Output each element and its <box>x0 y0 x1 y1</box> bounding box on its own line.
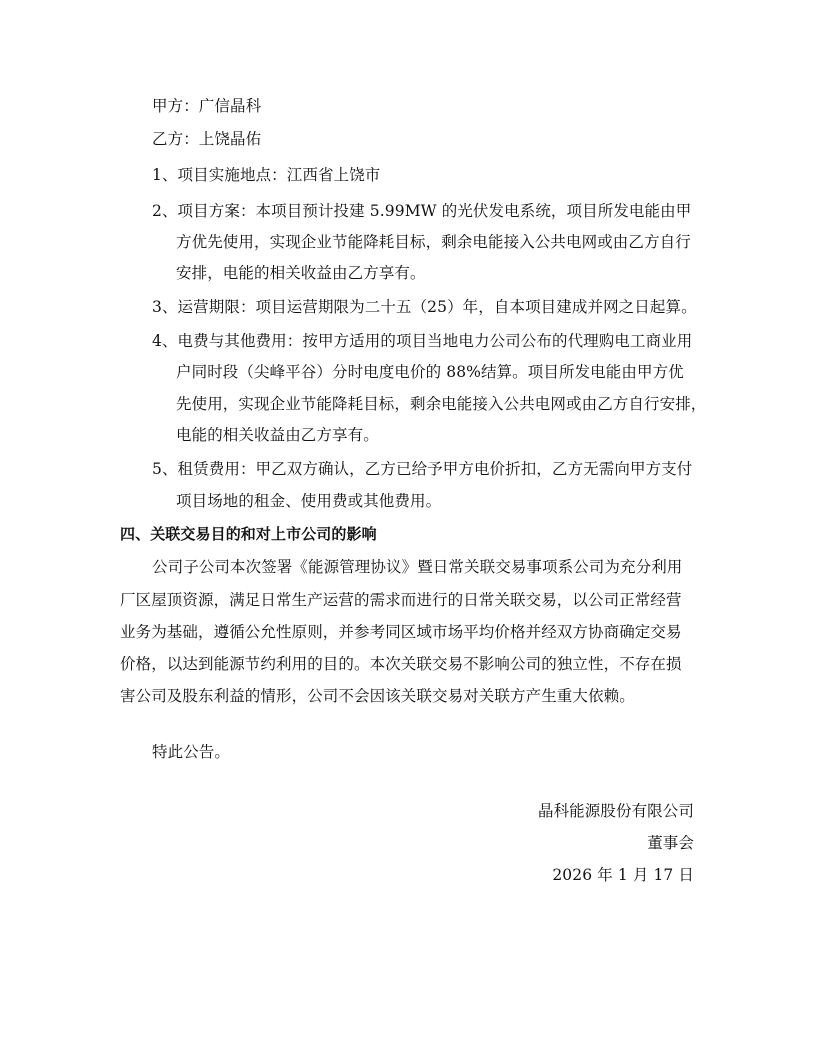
section-paragraph-line-1: 公司子公司本次签署《能源管理协议》暨日常关联交易事项系公司为充分利用 <box>152 558 683 576</box>
party-a: 甲方：广信晶科 <box>152 97 262 115</box>
signature-company: 晶科能源股份有限公司 <box>537 802 694 820</box>
signature-board: 董事会 <box>647 834 694 852</box>
item-3-line-1: 3、运营期限：项目运营期限为二十五（25）年，自本项目建成并网之日起算。 <box>152 298 697 316</box>
item-4-line-2: 户同时段（尖峰平谷）分时电度电价的 88%结算。项目所发电能由甲方优 <box>176 363 684 381</box>
item-1-line-1: 1、项目实施地点：江西省上饶市 <box>152 166 381 184</box>
item-4-line-3: 先使用，实现企业节能降耗目标，剩余电能接入公共电网或由乙方自行安排， <box>176 395 707 413</box>
item-5-line-1: 5、租赁费用：甲乙双方确认，乙方已给予甲方电价折扣，乙方无需向甲方支付 <box>152 460 693 478</box>
closing-text: 特此公告。 <box>152 743 231 761</box>
item-2-line-2: 方优先使用，实现企业节能降耗目标，剩余电能接入公共电网或由乙方自行 <box>176 233 691 251</box>
section-paragraph-line-4: 价格，以达到能源节约利用的目的。本次关联交易不影响公司的独立性，不存在损 <box>120 655 682 673</box>
section-paragraph-line-2: 厂区屋顶资源，满足日常生产运营的需求而进行的日常关联交易，以公司正常经营 <box>120 591 682 609</box>
section-paragraph-line-5: 害公司及股东利益的情形，公司不会因该关联交易对关联方产生重大依赖。 <box>120 687 635 705</box>
item-2-line-3: 安排，电能的相关收益由乙方享有。 <box>176 264 426 282</box>
item-4-line-4: 电能的相关收益由乙方享有。 <box>176 426 379 444</box>
item-2-line-1: 2、项目方案：本项目预计投建 5.99MW 的光伏发电系统，项目所发电能由甲 <box>152 202 692 220</box>
section-paragraph-line-3: 业务为基础，遵循公允性原则，并参考同区域市场平均价格并经双方协商确定交易 <box>120 623 682 641</box>
section-heading: 四、关联交易目的和对上市公司的影响 <box>120 525 377 543</box>
party-b: 乙方：上饶晶佑 <box>152 130 262 148</box>
item-5-line-2: 项目场地的租金、使用费或其他费用。 <box>176 492 442 510</box>
signature-date: 2026 年 1 月 17 日 <box>552 866 694 884</box>
item-4-line-1: 4、电费与其他费用：按甲方适用的项目当地电力公司公布的代理购电工商业用 <box>152 332 693 350</box>
